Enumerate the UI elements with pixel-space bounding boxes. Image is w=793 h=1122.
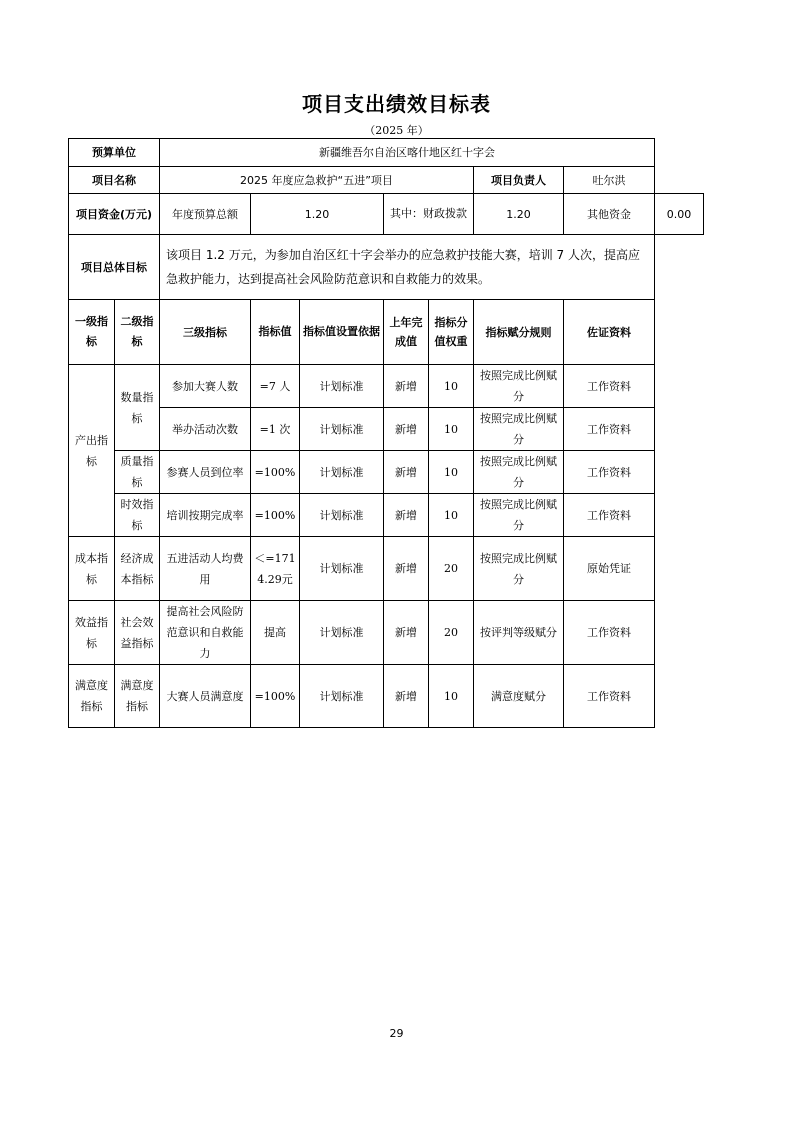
table-row (69, 365, 704, 408)
indicator-name: 举办活动次数 (160, 408, 251, 451)
level1-satisfaction: 满意度指标 (69, 665, 115, 728)
indicator-weight: 10 (429, 408, 474, 451)
annual-budget-value: 1.20 (251, 194, 384, 235)
indicator-value: ＜=1714.29元 (251, 537, 300, 601)
indicator-rule: 按照完成比例赋分 (474, 365, 564, 408)
indicator-weight: 10 (429, 451, 474, 494)
fiscal-value: 1.20 (474, 194, 564, 235)
indicator-rule: 按照完成比例赋分 (474, 451, 564, 494)
indicator-last-year: 新增 (384, 408, 429, 451)
indicator-basis: 计划标准 (300, 408, 384, 451)
indicator-last-year: 新增 (384, 665, 429, 728)
indicator-name: 五进活动人均费用 (160, 537, 251, 601)
level2-quality: 质量指标 (115, 451, 160, 494)
goal-label: 项目总体目标 (69, 235, 160, 300)
indicator-evidence: 工作资料 (564, 494, 655, 537)
table-row (69, 665, 704, 728)
indicator-evidence: 原始凭证 (564, 537, 655, 601)
header-rule: 指标赋分规则 (474, 300, 564, 365)
level1-output: 产出指标 (69, 365, 115, 537)
other-funds-label: 其他资金 (564, 194, 655, 235)
indicator-name: 提高社会风险防范意识和自救能力 (160, 601, 251, 665)
indicator-value: 提高 (251, 601, 300, 665)
header-value: 指标值 (251, 300, 300, 365)
manager-value: 吐尔洪 (564, 167, 655, 194)
indicator-value: =100% (251, 451, 300, 494)
table-row (69, 494, 704, 537)
indicator-name: 参赛人员到位率 (160, 451, 251, 494)
indicator-basis: 计划标准 (300, 494, 384, 537)
indicator-value: =100% (251, 494, 300, 537)
indicator-evidence: 工作资料 (564, 451, 655, 494)
indicator-evidence: 工作资料 (564, 365, 655, 408)
goal-text: 该项目 1.2 万元，为参加自治区红十字会举办的应急救护技能大赛，培训 7 人次，提高应急救护能力，达到提高社会风险防范意识和自救能力的效果。 (160, 235, 655, 300)
goal-row (69, 235, 704, 300)
indicator-name: 大赛人员满意度 (160, 665, 251, 728)
indicator-name: 参加大赛人数 (160, 365, 251, 408)
indicator-weight: 10 (429, 665, 474, 728)
funds-row (69, 194, 704, 235)
table-row (69, 408, 704, 451)
table-row (69, 451, 704, 494)
indicator-last-year: 新增 (384, 451, 429, 494)
header-weight: 指标分值权重 (429, 300, 474, 365)
indicator-basis: 计划标准 (300, 365, 384, 408)
project-name-label: 项目名称 (69, 167, 160, 194)
budget-unit-value: 新疆维吾尔自治区喀什地区红十字会 (160, 139, 655, 167)
header-basis: 指标值设置依据 (300, 300, 384, 365)
level2-economic-cost: 经济成本指标 (115, 537, 160, 601)
indicator-rule: 按照完成比例赋分 (474, 408, 564, 451)
indicator-weight: 20 (429, 601, 474, 665)
budget-unit-label: 预算单位 (69, 139, 160, 167)
indicator-weight: 10 (429, 365, 474, 408)
indicator-last-year: 新增 (384, 537, 429, 601)
indicator-basis: 计划标准 (300, 601, 384, 665)
indicator-last-year: 新增 (384, 365, 429, 408)
level2-timeliness: 时效指标 (115, 494, 160, 537)
table-row (69, 537, 704, 601)
indicator-basis: 计划标准 (300, 451, 384, 494)
indicator-last-year: 新增 (384, 601, 429, 665)
annual-budget-label: 年度预算总额 (160, 194, 251, 235)
table-row (69, 601, 704, 665)
indicator-rule: 按评判等级赋分 (474, 601, 564, 665)
header-level1: 一级指标 (69, 300, 115, 365)
indicator-last-year: 新增 (384, 494, 429, 537)
indicator-evidence: 工作资料 (564, 408, 655, 451)
level2-satisfaction: 满意度指标 (115, 665, 160, 728)
page-title: 项目支出绩效目标表 (302, 92, 491, 116)
header-row (69, 300, 704, 365)
indicator-rule: 满意度赋分 (474, 665, 564, 728)
level1-cost: 成本指标 (69, 537, 115, 601)
indicator-rule: 按照完成比例赋分 (474, 494, 564, 537)
indicator-value: =100% (251, 665, 300, 728)
header-evidence: 佐证资料 (564, 300, 655, 365)
other-funds-value: 0.00 (655, 194, 704, 235)
header-level3: 三级指标 (160, 300, 251, 365)
project-name-value: 2025 年度应急救护“五进”项目 (160, 167, 474, 194)
header-last-year: 上年完成值 (384, 300, 429, 365)
fiscal-label: 其中：财政拨款 (384, 194, 474, 235)
indicator-weight: 10 (429, 494, 474, 537)
indicator-basis: 计划标准 (300, 537, 384, 601)
manager-label: 项目负责人 (474, 167, 564, 194)
header-level2: 二级指标 (115, 300, 160, 365)
indicator-basis: 计划标准 (300, 665, 384, 728)
indicator-value: =7 人 (251, 365, 300, 408)
indicator-weight: 20 (429, 537, 474, 601)
funds-label: 项目资金(万元) (69, 194, 160, 235)
level1-benefit: 效益指标 (69, 601, 115, 665)
page-number: 29 (389, 1027, 404, 1040)
indicator-value: =1 次 (251, 408, 300, 451)
page-year: （2025 年） (364, 124, 429, 137)
budget-unit-row (69, 139, 704, 167)
level2-social-benefit: 社会效益指标 (115, 601, 160, 665)
indicator-name: 培训按期完成率 (160, 494, 251, 537)
level2-quantity: 数量指标 (115, 365, 160, 451)
indicator-evidence: 工作资料 (564, 601, 655, 665)
performance-table (68, 138, 704, 728)
indicator-evidence: 工作资料 (564, 665, 655, 728)
indicator-rule: 按照完成比例赋分 (474, 537, 564, 601)
project-name-row (69, 167, 704, 194)
